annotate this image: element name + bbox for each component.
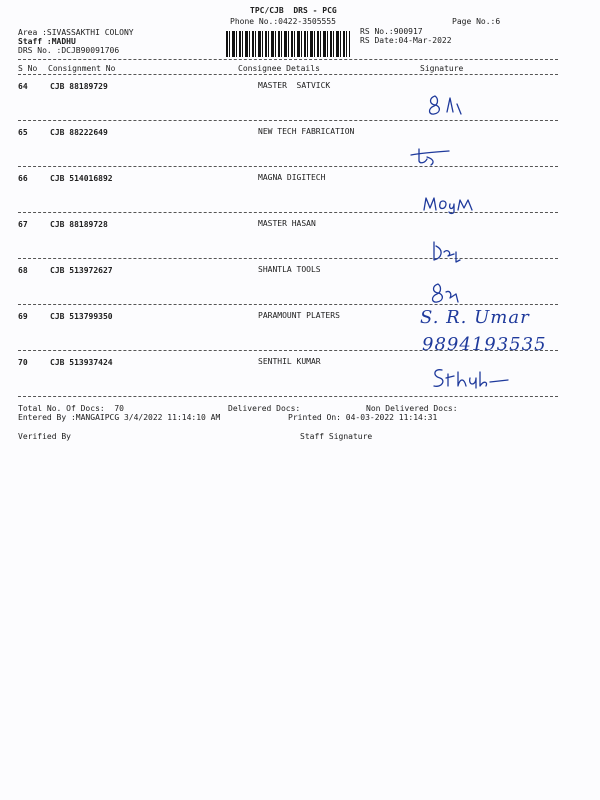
row-consignment: CJB 88222649 (50, 128, 108, 137)
row-consignment: CJB 88189728 (50, 220, 108, 229)
row-sno: 67 (18, 220, 28, 229)
document-title: TPC/CJB DRS - PCG (250, 6, 337, 15)
entered-by: Entered By :MANGAIPCG 3/4/2022 11:14:10 AM (18, 413, 221, 422)
area-label: Area :SIVASSAKTHI COLONY (18, 28, 134, 37)
signature-row-68 (428, 280, 468, 306)
non-delivered-docs: Non Delivered Docs: (366, 404, 458, 413)
col-signature-header: Signature (420, 64, 464, 73)
printed-on: Printed On: 04-03-2022 11:14:31 (288, 413, 438, 422)
drs-number: DRS No. :DCJB90091706 (18, 46, 120, 55)
divider (18, 74, 558, 75)
row-consignee: SHANTLA TOOLS (258, 265, 321, 274)
row-divider (18, 166, 558, 167)
phone-number: Phone No.:0422-3505555 (230, 17, 336, 26)
delivered-docs: Delivered Docs: (228, 404, 301, 413)
row-consignment: CJB 513937424 (50, 358, 113, 367)
signature-row-67 (428, 238, 468, 266)
page-number: Page No.:6 (452, 17, 501, 26)
row-sno: 65 (18, 128, 28, 137)
signature-row-64 (425, 92, 475, 120)
row-consignee: SENTHIL KUMAR (258, 357, 321, 366)
staff-label: Staff :MADHU (18, 37, 76, 46)
col-consignee-header: Consignee Details (238, 64, 320, 73)
row-consignee: NEW TECH FABRICATION (258, 127, 355, 136)
row-divider (18, 120, 558, 121)
row-divider (18, 396, 558, 397)
row-sno: 70 (18, 358, 28, 367)
handwritten-phone: 9894193535 (422, 334, 547, 355)
row-sno: 66 (18, 174, 28, 183)
signature-row-65 (405, 145, 455, 167)
row-sno: 68 (18, 266, 28, 275)
row-divider (18, 304, 558, 305)
row-consignment: CJB 513799350 (50, 312, 113, 321)
col-sno-header: S No (18, 64, 38, 73)
barcode (226, 31, 350, 57)
staff-signature: Staff Signature (300, 432, 373, 441)
row-consignee: MASTER HASAN (258, 219, 316, 228)
rs-number: RS No.:900917 (360, 27, 423, 36)
row-consignment: CJB 88189729 (50, 82, 108, 91)
row-consignment: CJB 514016892 (50, 174, 113, 183)
row-consignee: MAGNA DIGITECH (258, 173, 326, 182)
rs-date: RS Date:04-Mar-2022 (360, 36, 452, 45)
row-consignment: CJB 513972627 (50, 266, 113, 275)
signature-row-70 (430, 364, 512, 392)
row-sno: 64 (18, 82, 28, 91)
row-sno: 69 (18, 312, 28, 321)
divider (18, 59, 558, 60)
row-consignee: MASTER SATVICK (258, 81, 331, 90)
col-consignment-header: Consignment No (48, 64, 116, 73)
handwritten-name: S. R. Umar (420, 307, 530, 328)
signature-row-66 (420, 190, 480, 214)
verified-by: Verified By (18, 432, 71, 441)
total-docs: Total No. Of Docs: 70 (18, 404, 124, 413)
row-consignee: PARAMOUNT PLATERS (258, 311, 340, 320)
row-divider (18, 258, 558, 259)
